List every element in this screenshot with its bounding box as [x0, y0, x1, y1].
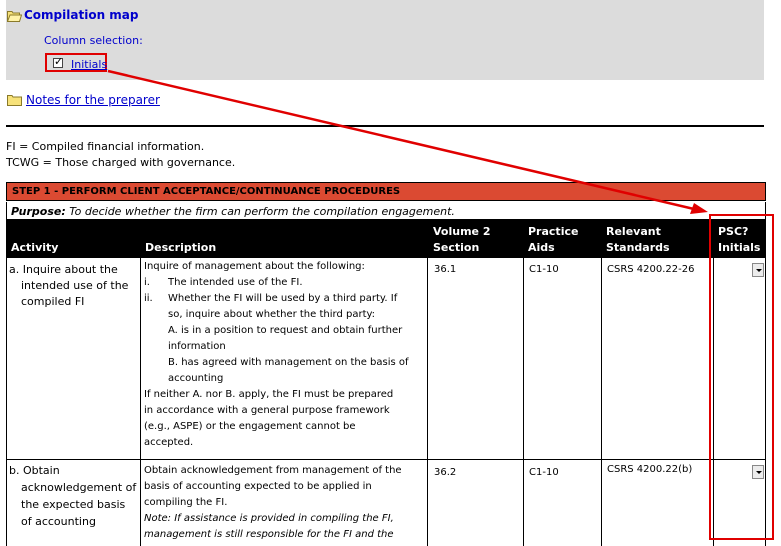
activity-line: compiled FI — [21, 295, 85, 308]
definition-fi: FI = Compiled financial information. — [6, 140, 205, 153]
desc-line: compiling the FI. — [144, 497, 228, 508]
column-selection-label: Column selection: — [44, 34, 143, 47]
desc-line: Obtain acknowledgement from management of the — [144, 465, 402, 476]
definition-tcwg: TCWG = Those charged with governance. — [6, 156, 236, 169]
desc-item: The intended use of the FI. — [168, 277, 303, 288]
activity-line: b. Obtain — [9, 464, 60, 477]
desc-note: management is still responsible for the FI and the — [144, 529, 394, 540]
col-psc-line2: Initials — [718, 241, 761, 254]
purpose-label: Purpose: — [11, 205, 66, 218]
initials-label[interactable]: Initials — [71, 58, 108, 71]
col-psc-line1: PSC? — [718, 225, 749, 238]
purpose-body: To decide whether the firm can perform the compilation engagement. — [65, 205, 455, 218]
col-activity: Activity — [11, 241, 59, 254]
desc-subitem: information — [168, 341, 226, 352]
notes-for-preparer-link[interactable]: Notes for the preparer — [26, 93, 160, 107]
volume-section: 36.2 — [434, 467, 457, 478]
desc-subitem: A. is in a position to request and obtain further — [168, 325, 403, 336]
activity-line: a. Inquire about the — [9, 263, 118, 276]
desc-note: Note: If assistance is provided in compiling the FI, — [144, 513, 394, 524]
step-title: STEP 1 - PERFORM CLIENT ACCEPTANCE/CONTINUANCE PROCEDURES — [12, 186, 401, 197]
compilation-map-link[interactable]: Compilation map — [24, 8, 139, 22]
desc-num: i. — [144, 277, 150, 288]
relevant-standards: CSRS 4200.22(b) — [607, 464, 693, 475]
col-aids-line1: Practice — [528, 225, 579, 238]
col-aids-line2: Aids — [528, 241, 555, 254]
col-standards-line2: Standards — [606, 241, 670, 254]
col-volume-line2: Section — [433, 241, 480, 254]
activity-line: of accounting — [21, 515, 96, 528]
relevant-standards: CSRS 4200.22-26 — [607, 264, 695, 275]
volume-section: 36.1 — [434, 264, 457, 275]
desc-line: basis of accounting expected to be applied in — [144, 481, 372, 492]
practice-aids: C1-10 — [529, 264, 559, 275]
col-volume-line1: Volume 2 — [433, 225, 491, 238]
desc-intro: Inquire of management about the following: — [144, 261, 365, 272]
practice-aids: C1-10 — [529, 467, 559, 478]
col-description: Description — [145, 241, 217, 254]
desc-tail: accepted. — [144, 437, 194, 448]
activity-line: acknowledgement of — [21, 481, 137, 494]
col-standards-line1: Relevant — [606, 225, 661, 238]
activity-line: the expected basis — [21, 498, 126, 511]
desc-tail: If neither A. nor B. apply, the FI must be prepared — [144, 389, 394, 400]
check-mark-icon: ✓ — [54, 55, 64, 68]
desc-tail: in accordance with a general purpose framework — [144, 405, 390, 416]
desc-item: so, inquire about whether the third party: — [168, 309, 376, 320]
desc-tail: (e.g., ASPE) or the engagement cannot be — [144, 421, 356, 432]
desc-item: Whether the FI will be used by a third party. If — [168, 293, 398, 304]
desc-subitem: B. has agreed with management on the basis of — [168, 357, 409, 368]
desc-subitem: accounting — [168, 373, 224, 384]
desc-num: ii. — [144, 293, 153, 304]
activity-line: intended use of the — [21, 279, 129, 292]
